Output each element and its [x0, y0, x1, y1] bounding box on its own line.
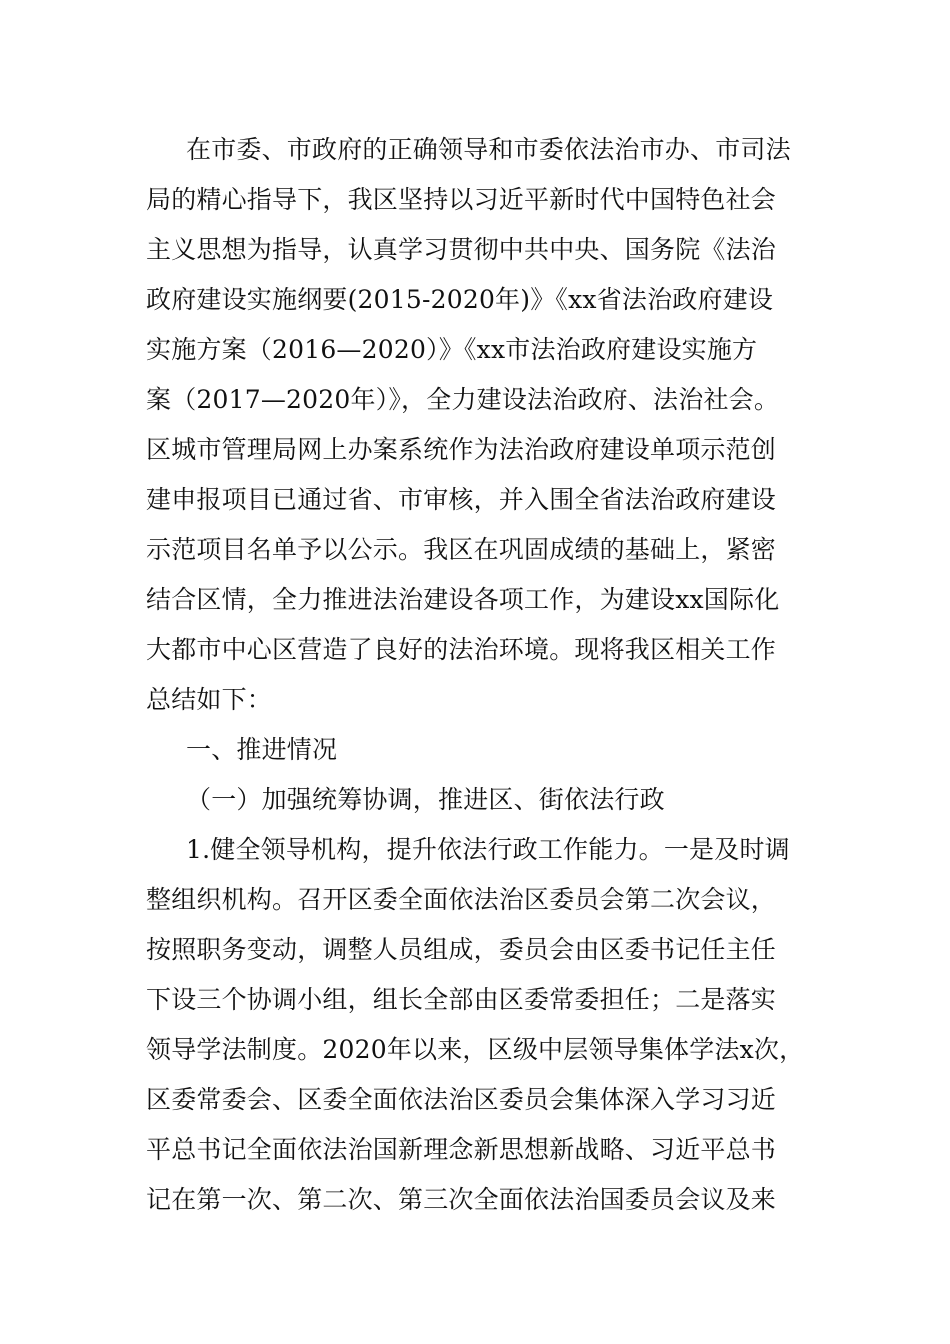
paragraph-line: 在市委、市政府的正确领导和市委依法治市办、市司法: [186, 135, 791, 164]
paragraph-line: 局的精心指导下，我区坚持以习近平新时代中国特色社会: [146, 185, 777, 214]
paragraph-line: 总结如下：: [146, 685, 273, 714]
paragraph-line: 下设三个协调小组，组长全部由区委常委担任；二是落实: [146, 985, 777, 1014]
paragraph-line: 整组织机构。召开区委全面依法治区委员会第二次会议，: [146, 885, 777, 914]
paragraph-line: 领导学法制度。2020年以来，区级中层领导集体学法x次，: [146, 1035, 805, 1064]
paragraph-line: 示范项目名单予以公示。我区在巩固成绩的基础上，紧密: [146, 535, 777, 564]
section-heading: 一、推进情况: [186, 735, 338, 764]
paragraph-line: 结合区情，全力推进法治建设各项工作，为建设xx国际化: [146, 585, 780, 614]
paragraph-line: 实施方案（2016—2020）》《xx市法治政府建设实施方: [146, 335, 758, 364]
paragraph-line: 政府建设实施纲要(2015-2020年)》《xx省法治政府建设: [146, 285, 774, 314]
subsection-heading: （一）加强统筹协调，推进区、街依法行政: [186, 785, 665, 814]
paragraph-line: 区城市管理局网上办案系统作为法治政府建设单项示范创: [146, 435, 777, 464]
paragraph-line: 平总书记全面依法治国新理念新思想新战略、习近平总书: [146, 1135, 777, 1164]
paragraph-line: 区委常委会、区委全面依法治区委员会集体深入学习习近: [146, 1085, 777, 1114]
paragraph-line: 案（2017—2020年）》，全力建设法治政府、法治社会。: [146, 385, 780, 414]
paragraph-line: 主义思想为指导，认真学习贯彻中共中央、国务院《法治: [146, 235, 777, 264]
paragraph-line: 大都市中心区营造了良好的法治环境。现将我区相关工作: [146, 635, 777, 664]
paragraph-line: 按照职务变动，调整人员组成，委员会由区委书记任主任: [146, 935, 777, 964]
paragraph-line: 建申报项目已通过省、市审核，并入围全省法治政府建设: [146, 485, 777, 514]
paragraph-line: 记在第一次、第二次、第三次全面依法治国委员会议及来: [146, 1185, 777, 1214]
paragraph-line: 1.健全领导机构，提升依法行政工作能力。一是及时调: [186, 835, 790, 864]
